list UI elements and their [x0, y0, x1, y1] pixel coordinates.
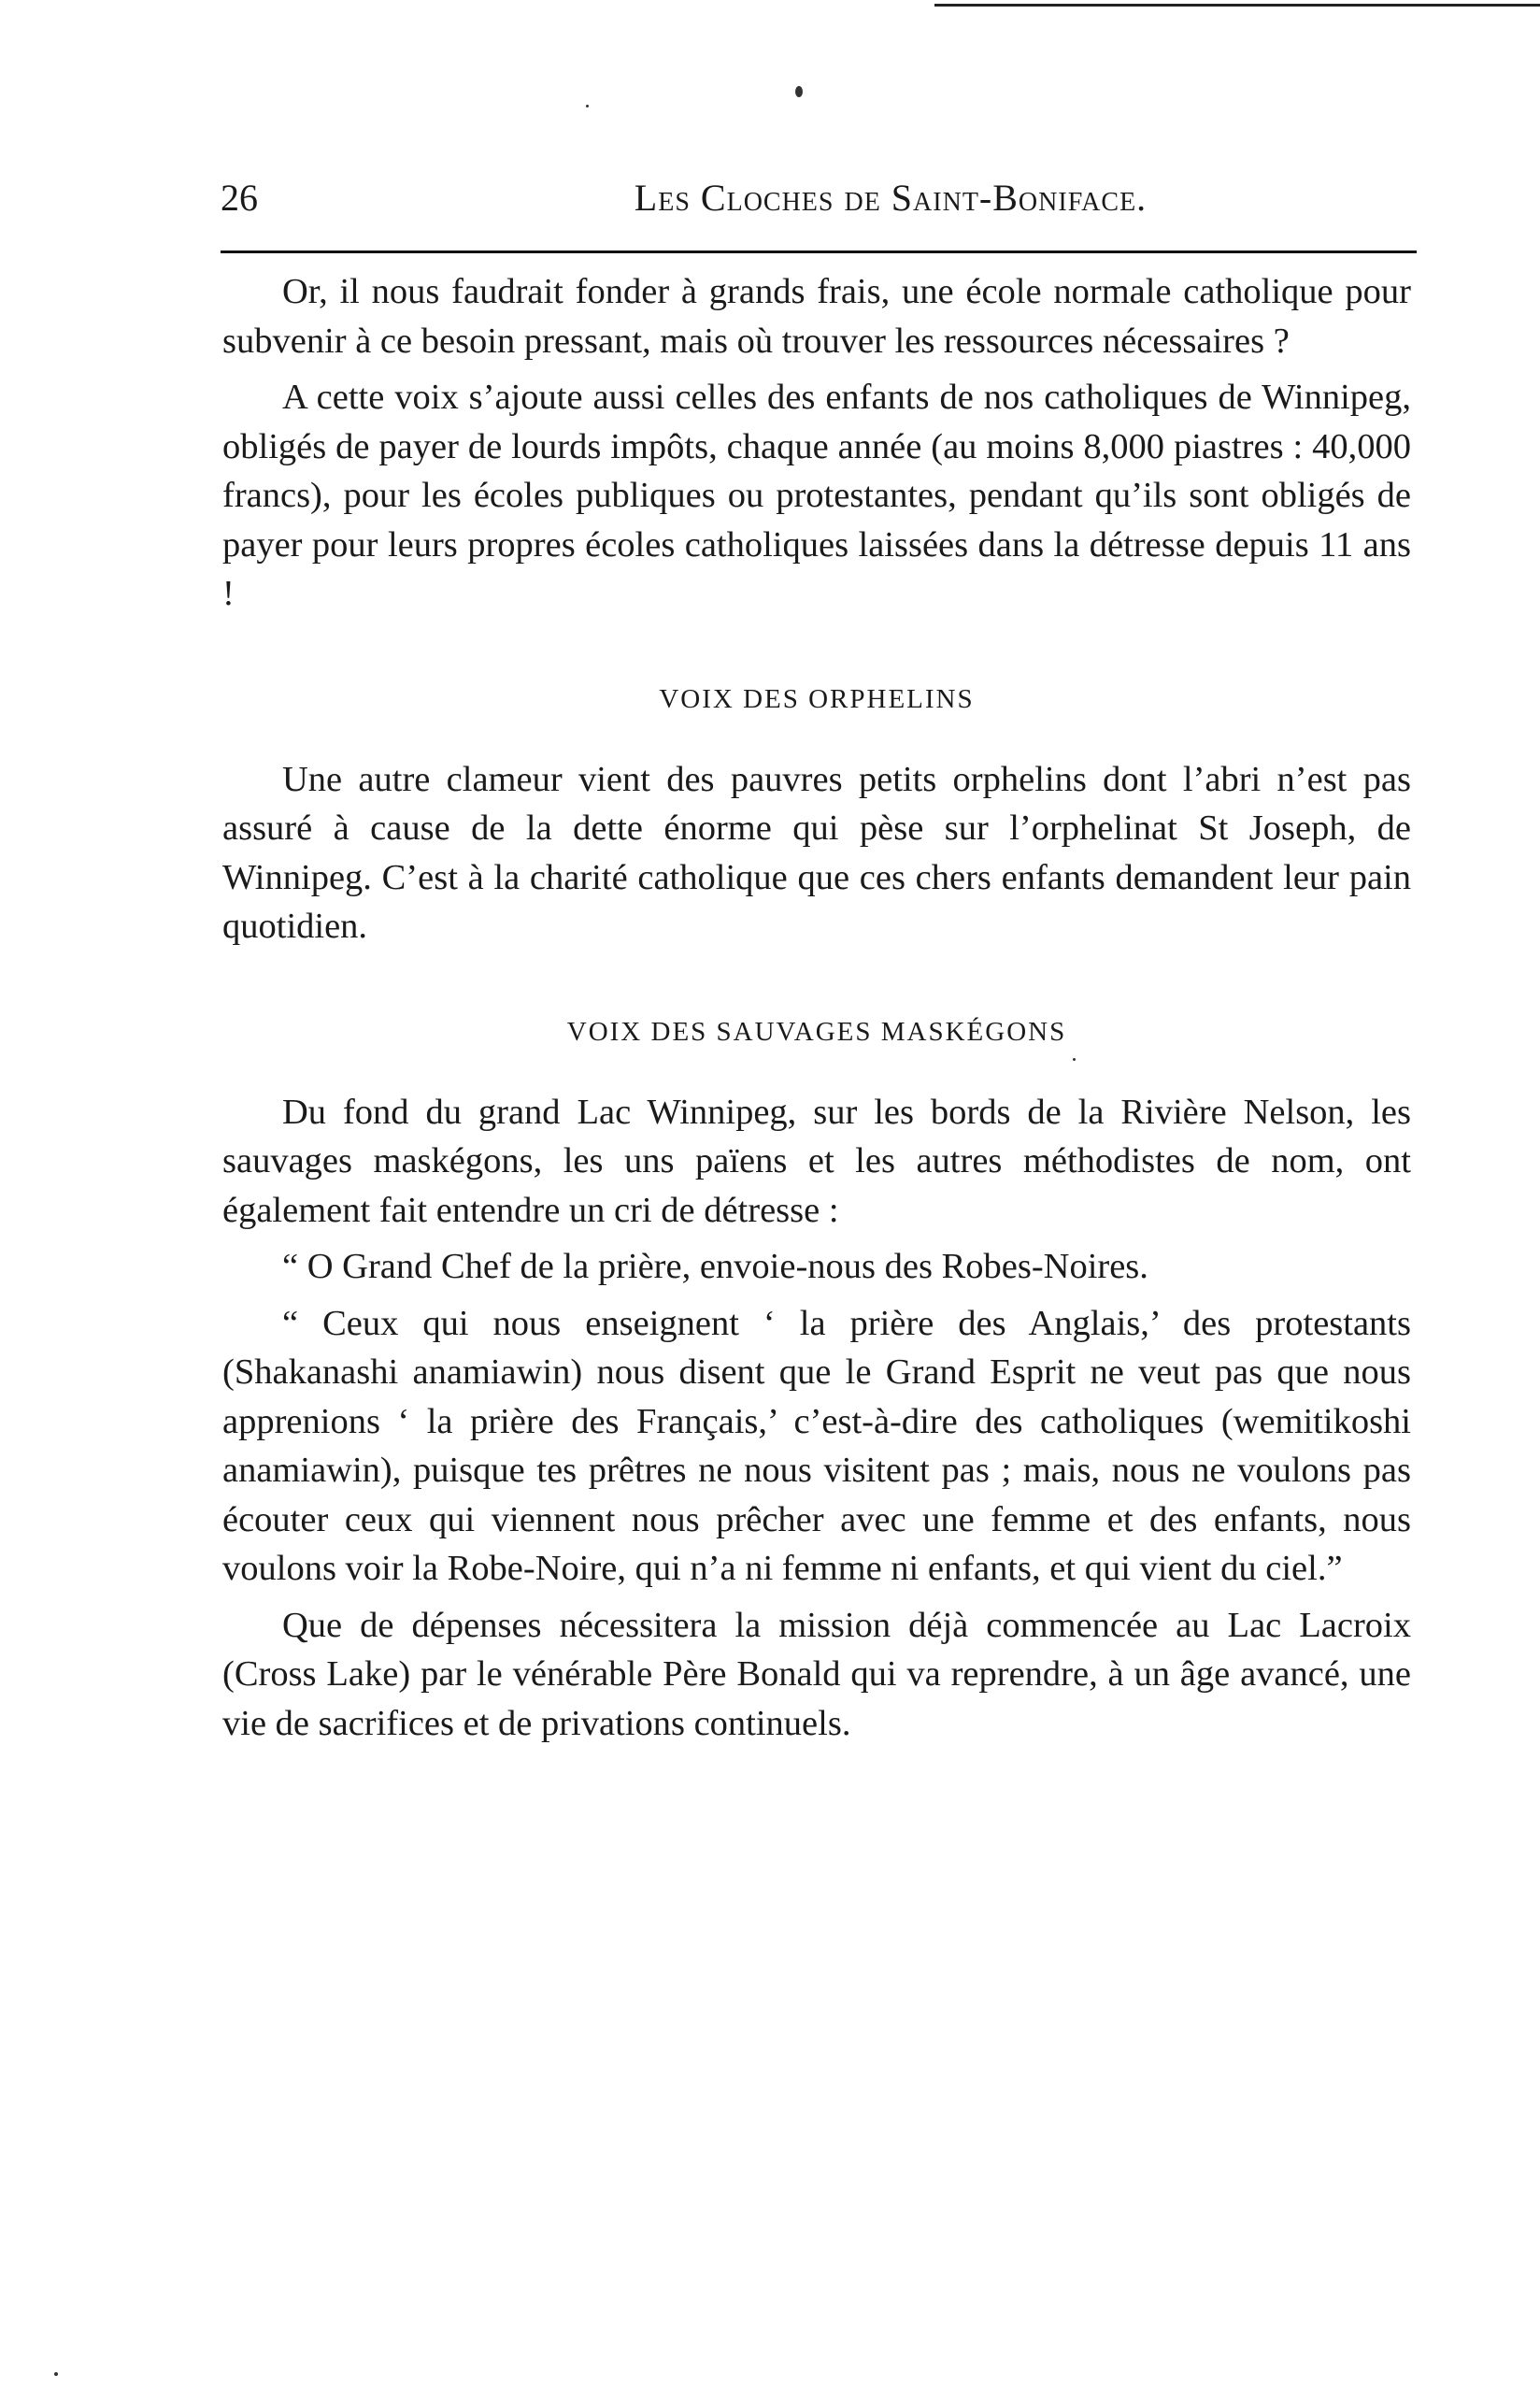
- ink-speck: [795, 86, 803, 97]
- ink-speck: [586, 105, 589, 107]
- running-title: Les Cloches de Saint-Boniface.: [634, 177, 1148, 219]
- paragraph: Du fond du grand Lac Winnipeg, sur les bords de la Rivière Nelson, les sauvages maskégons, les uns païens et les autres méthodistes de nom, ont également fait entendre un cri de détresse :: [222, 1092, 1411, 1230]
- paragraph: A cette voix s’ajoute aussi celles des enfants de nos catholiques de Winnipeg, obligés de payer de lourds impôts, chaque année (au moins 8,000 piastres : 40,000 francs), pour les écoles publiques ou protestantes, pendant qu’ils sont obligés de payer pour leurs propres écoles catholiques laissées dans la détresse depuis 11 ans !: [222, 378, 1411, 613]
- paragraph: Or, il nous faudrait fonder à grands frais, une école normale catholique pour subvenir à ce besoin pressant, mais où trouver les ressources nécessaires ?: [222, 272, 1411, 361]
- quote-paragraph: “ O Grand Chef de la prière, envoie-nous des Robes-Noires.: [282, 1247, 1148, 1286]
- section-heading: VOIX DES ORPHELINS: [659, 683, 975, 714]
- page-number: 26: [221, 177, 258, 219]
- top-edge-rule: [934, 4, 1540, 7]
- paragraph: Une autre clameur vient des pauvres petits orphelins dont l’abri n’est pas assuré à cause de la dette énorme qui pèse sur l’orphelinat St Joseph, de Winnipeg. C’est à la charité catholique que ces chers enfants demandent leur pain quotidien.: [222, 759, 1411, 946]
- paragraph: Que de dépenses nécessitera la mission déjà commencée au Lac Lacroix (Cross Lake) par le vénérable Père Bonald qui va reprendre, à un âge avancé, une vie de sacrifices et de privations continuels.: [222, 1605, 1411, 1743]
- header-rule: [221, 250, 1417, 253]
- section-heading: VOIX DES SAUVAGES MASKÉGONS: [566, 1016, 1067, 1047]
- page-header: [221, 176, 1420, 228]
- ink-speck: [54, 2372, 58, 2376]
- quote-paragraph: “ Ceux qui nous enseignent ‘ la prière des Anglais,’ des protestants (Shakanashi anamiawin) nous disent que le Grand Esprit ne veut pas que nous apprenions ‘ la prière des Français,’ c’est-à-dire des catholiques (wemitikoshi anamiawin), puisque tes prêtres ne nous visitent pas ; mais, nous ne voulons pas écouter ceux qui viennent nous prêcher avec une femme et des enfants, nous voulons voir la Robe-Noire, qui n’a ni femme ni enfants, et qui vient du ciel.”: [222, 1303, 1411, 1588]
- body-text: [222, 267, 1411, 1748]
